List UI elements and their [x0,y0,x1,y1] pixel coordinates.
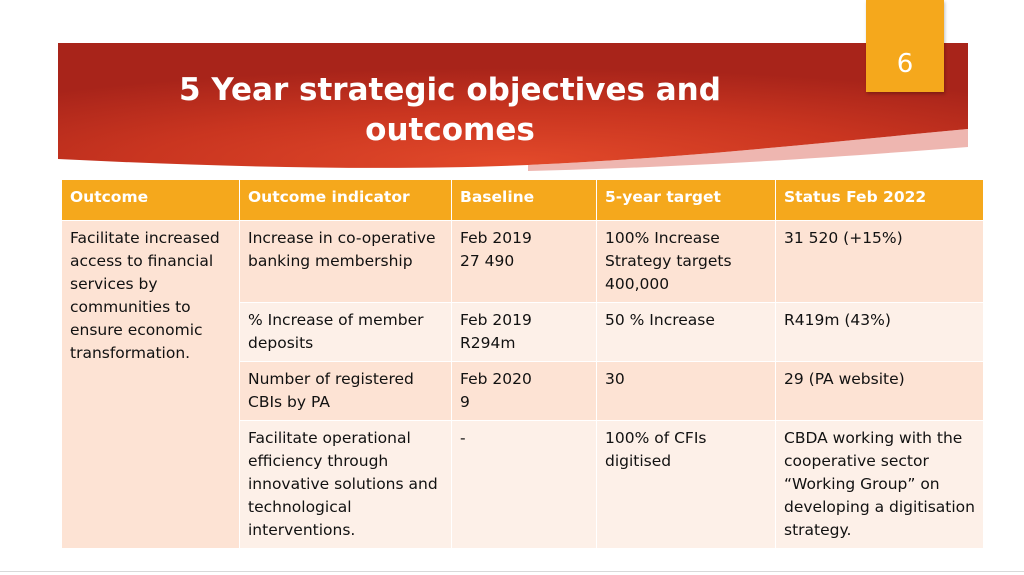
header-baseline: Baseline [452,180,597,221]
header-outcome-indicator: Outcome indicator [240,180,452,221]
objectives-table [61,179,984,549]
target-cell [597,421,776,549]
slide-title: 5 Year strategic objectives and outcomes [179,72,721,148]
header-status: Status Feb 2022 [776,180,984,221]
baseline-value: 9 [460,393,470,411]
baseline-cell [452,362,597,421]
target-cell [597,303,776,362]
baseline-value: 27 490 [460,252,515,270]
status-cell: R419m (43%) [776,303,984,362]
target-line: Strategy targets [605,252,732,270]
footer-divider [0,571,1024,572]
target-line: 50 % Increase [605,311,715,329]
baseline-date: Feb 2019 [460,229,532,247]
indicator-cell: Number of registered CBIs by PA [240,362,452,421]
status-cell: 29 (PA website) [776,362,984,421]
outcome-cell: Facilitate increased access to financial services by communities to ensure economic transformation. [62,221,240,549]
baseline-cell [452,221,597,303]
baseline-date: Feb 2020 [460,370,532,388]
baseline-date: - [460,429,466,447]
header-5-year-target: 5-year target [597,180,776,221]
target-line: 400,000 [605,275,670,293]
table-header-row [62,180,984,221]
target-line: 100% of CFIs digitised [605,429,707,470]
target-line: 100% Increase [605,229,720,247]
indicator-cell: Facilitate operational efficiency through innovative solutions and technological interventions. [240,421,452,549]
baseline-date: Feb 2019 [460,311,532,329]
baseline-value: R294m [460,334,516,352]
status-cell: CBDA working with the cooperative sector “Working Group” on developing a digitisation strategy. [776,421,984,549]
indicator-cell: Increase in co-operative banking membership [240,221,452,303]
page-number-badge [866,0,944,92]
header-outcome: Outcome [62,180,240,221]
status-cell: 31 520 (+15%) [776,221,984,303]
indicator-cell: % Increase of member deposits [240,303,452,362]
page-number: 6 [896,49,914,79]
target-cell [597,362,776,421]
table-row [62,221,984,303]
baseline-cell [452,421,597,549]
target-line: 30 [605,370,625,388]
baseline-cell [452,303,597,362]
target-cell [597,221,776,303]
